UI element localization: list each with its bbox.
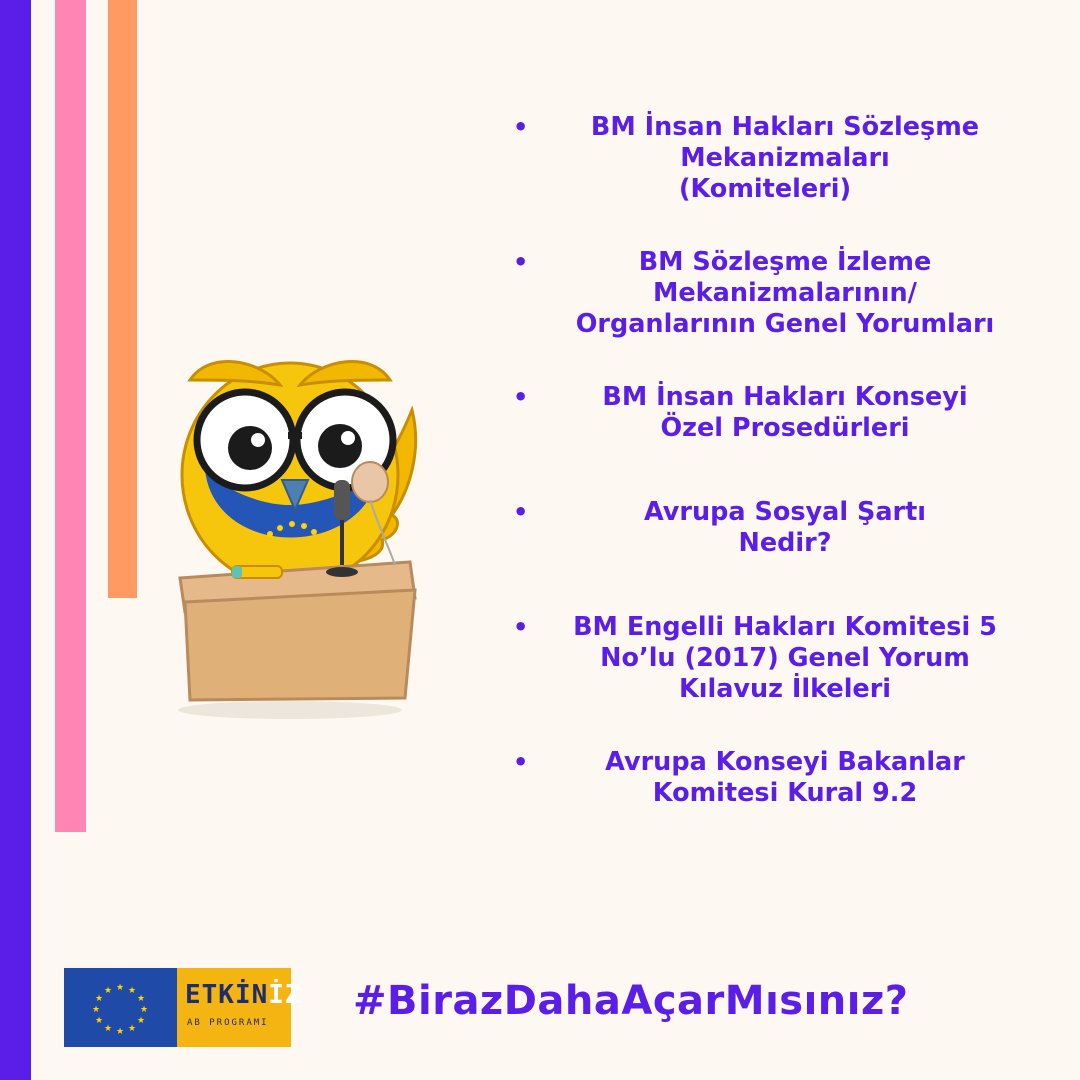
- svg-text:★: ★: [139, 1005, 149, 1015]
- campaign-hashtag: #BirazDahaAçarMısınız?: [353, 978, 909, 1024]
- svg-text:★: ★: [94, 994, 104, 1004]
- list-item-line: • Avrupa Konseyi Bakanlar: [605, 747, 965, 777]
- etkiniz-name-main: ETKİN: [185, 980, 269, 1010]
- list-item: [505, 612, 1025, 705]
- list-item-line: Nedir?: [738, 528, 832, 558]
- svg-text:★: ★: [136, 1016, 146, 1026]
- owl-mascot-illustration: [170, 340, 420, 725]
- list-item-line: Komitesi Kural 9.2: [652, 778, 918, 808]
- list-item: [505, 497, 1025, 559]
- list-item: [505, 382, 1025, 444]
- svg-text:★: ★: [115, 983, 125, 993]
- list-item-line: Mekanizmaları: [680, 143, 890, 173]
- etkiniz-wordmark: [177, 968, 302, 1047]
- list-item-line: • BM İnsan Hakları Konseyi: [602, 382, 968, 412]
- list-item-line: Organlarının Genel Yorumları: [575, 309, 995, 339]
- list-item: [505, 247, 1025, 340]
- list-item-line: Kılavuz İlkeleri: [678, 674, 892, 704]
- etkiniz-subtitle: AB PROGRAMI: [187, 1018, 269, 1028]
- list-item-line: (Komiteleri): [678, 174, 852, 204]
- stripe-orange: [108, 0, 137, 598]
- svg-text:★: ★: [94, 1016, 104, 1026]
- eu-flag-icon: [64, 968, 177, 1047]
- list-item-line: Özel Prosedürleri: [660, 413, 910, 443]
- svg-text:★: ★: [136, 994, 146, 1004]
- list-item: [505, 112, 1025, 205]
- etkiniz-name: [185, 980, 302, 1010]
- list-item: [505, 747, 1025, 809]
- svg-text:★: ★: [91, 1005, 101, 1015]
- eu-stars-icon: [64, 968, 177, 1047]
- stripe-pink: [55, 0, 86, 832]
- list-item-line: • BM Engelli Hakları Komitesi 5: [573, 612, 997, 642]
- topic-list: [505, 112, 1025, 809]
- stripe-purple: [0, 0, 31, 1080]
- list-item-line: • BM Sözleşme İzleme: [638, 247, 932, 277]
- list-item-line: • Avrupa Sosyal Şartı: [643, 497, 927, 527]
- etkiniz-name-accent: İZ: [268, 980, 302, 1010]
- list-item-line: Mekanizmalarının/: [653, 278, 917, 308]
- etkiniz-logo: [64, 968, 302, 1047]
- svg-text:★: ★: [115, 1027, 125, 1037]
- list-item-line: No’lu (2017) Genel Yorum: [600, 643, 970, 673]
- list-item-line: • BM İnsan Hakları Sözleşme: [590, 112, 980, 142]
- svg-text:★: ★: [127, 1024, 137, 1034]
- svg-text:★: ★: [103, 1024, 113, 1034]
- svg-text:★: ★: [127, 986, 137, 996]
- svg-text:★: ★: [103, 986, 113, 996]
